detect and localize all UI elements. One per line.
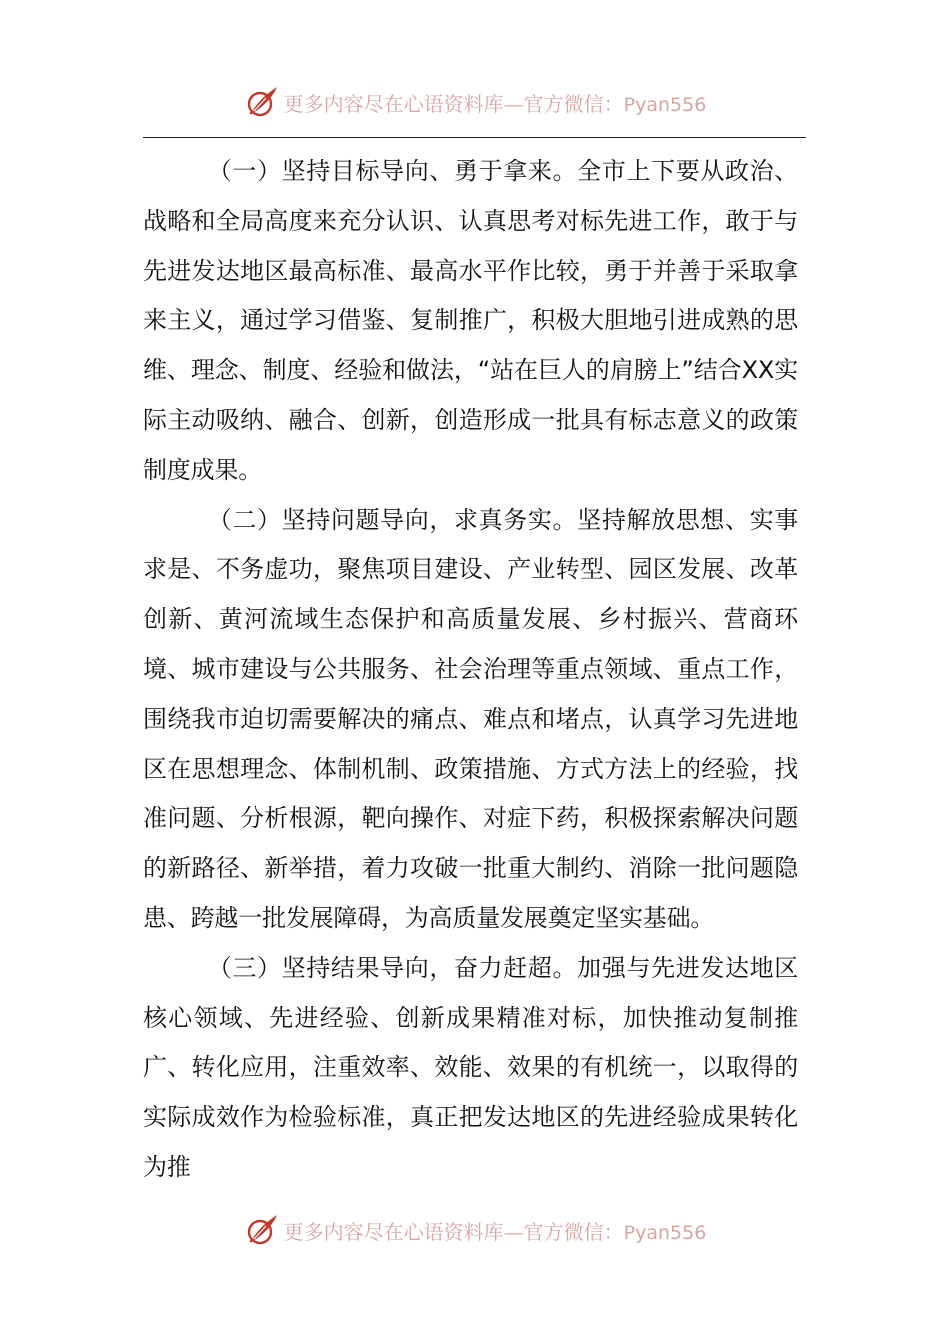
paragraph-3: （三）坚持结果导向，奋力赶超。加强与先进发达地区核心领域、先进经验、创新成果精准对标，加快推动复制推广、转化应用，注重效率、效能、效果的有机统一，以取得的实际成效作为检验标准，真正把发达地区的先进经验成果转化为推 xyxy=(143,953,798,1181)
paragraph-1: （一）坚持目标导向、勇于拿来。全市上下要从政治、战略和全局高度来充分认识、认真思考对标先进工作，敢于与先进发达地区最高标准、最高水平作比较，勇于并善于采取拿来主义，通过学习借鉴、复制推广，积极大胆地引进成熟的思维、理念、制度、经验和做法，“站在巨人的肩膀上”结合XX实际主动吸纳、融合、创新，创造形成一批具有标志意义的政策制度成果。 xyxy=(143,157,798,484)
quill-pen-logo-icon xyxy=(244,1212,280,1248)
watermark-wechat-id: Pyan556 xyxy=(623,1221,707,1244)
footer-watermark xyxy=(0,1208,950,1252)
header-divider xyxy=(143,137,806,138)
header-watermark xyxy=(0,80,950,124)
watermark-text: 更多内容尽在心语资料库—官方微信：Pyan556 xyxy=(283,91,707,116)
paragraph-2: （二）坚持问题导向，求真务实。坚持解放思想、实事求是、不务虚功，聚焦项目建设、产业转型、园区发展、改革创新、黄河流域生态保护和高质量发展、乡村振兴、营商环境、城市建设与公共服务、社会治理等重点领域、重点工作，围绕我市迫切需要解决的痛点、难点和堵点，认真学习先进地区在思想理念、体制机制、政策措施、方式方法上的经验，找准问题、分析根源，靶向操作、对症下药，积极探索解决问题的新路径、新举措，着力攻破一批重大制约、消除一批问题隐患、跨越一批发展障碍，为高质量发展奠定坚实基础。 xyxy=(143,505,798,932)
watermark-text: 更多内容尽在心语资料库—官方微信：Pyan556 xyxy=(283,1219,707,1244)
quill-pen-logo-icon xyxy=(244,84,280,120)
document-body xyxy=(143,147,798,1193)
watermark-wechat-id: Pyan556 xyxy=(623,93,707,116)
